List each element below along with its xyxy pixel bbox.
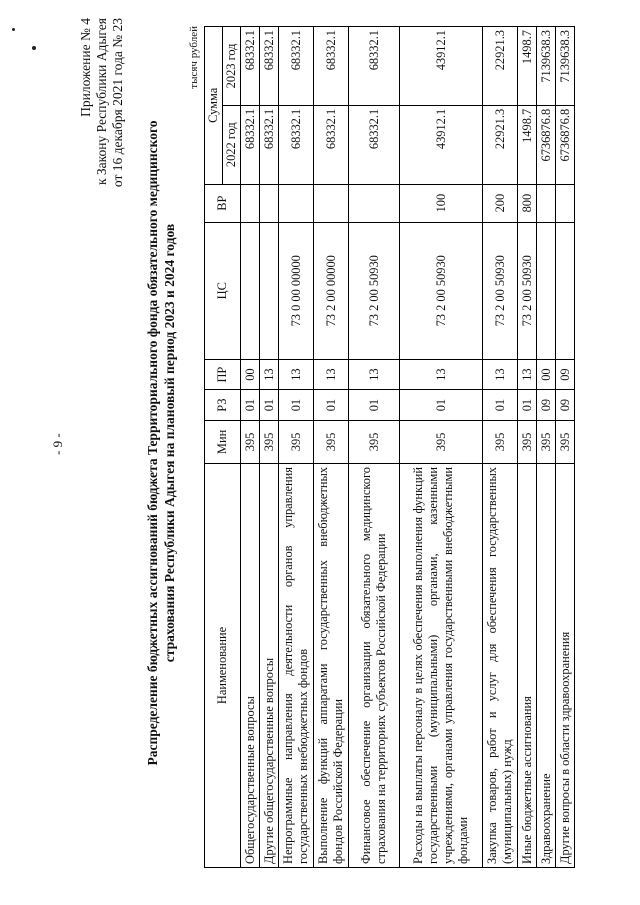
cell-rz: 01 [349,390,400,420]
cell-pr: 13 [349,359,400,389]
cell-2022: 68332.1 [314,105,349,184]
header-name: Наименование [205,464,241,868]
cell-vr [260,184,279,222]
header-year-2022: 2022 год [223,105,241,184]
cell-min: 395 [518,420,537,463]
title-line: страхования Республики Адыгея на плановый период 2023 и 2024 годов [162,223,177,663]
scan-speck [32,46,36,50]
title-line: Распределение бюджетных ассигнований бюджета Территориального фонда обязательного медицинского [145,120,160,766]
table-row [556,27,575,868]
cell-2022: 68332.1 [260,105,279,184]
table-row [314,27,349,868]
cell-min: 395 [556,420,575,463]
table-row [537,27,556,868]
cell-2023: 68332.1 [260,27,279,106]
header-pr: ПР [205,359,241,389]
cell-pr: 09 [556,359,575,389]
cell-2023: 43912.1 [400,27,483,106]
cell-vr [349,184,400,222]
cell-2022: 68332.1 [241,105,260,184]
cell-2022: 1498.7 [518,105,537,184]
cell-pr: 13 [279,359,314,389]
budget-table [204,26,575,868]
cell-2022: 6736876.8 [556,105,575,184]
cell-name: Другие вопросы в области здравоохранения [556,464,575,868]
cell-min: 395 [483,420,518,463]
cell-min: 395 [279,420,314,463]
cell-rz: 01 [279,390,314,420]
page-number: - 9 - [50,433,65,455]
cell-cs [537,222,556,359]
cell-min: 395 [349,420,400,463]
cell-rz: 01 [483,390,518,420]
cell-2022: 6736876.8 [537,105,556,184]
cell-name: Выполнение функций аппаратами государственных внебюджетных фондов Российской Федерации [314,464,349,868]
cell-min: 395 [260,420,279,463]
cell-name: Другие общегосударственные вопросы [260,464,279,868]
cell-cs [556,222,575,359]
cell-2023: 68332.1 [279,27,314,106]
cell-vr: 800 [518,184,537,222]
cell-cs: 73 2 00 50930 [483,222,518,359]
cell-cs: 73 0 00 00000 [279,222,314,359]
cell-min: 395 [537,420,556,463]
cell-2023: 68332.1 [349,27,400,106]
cell-cs [241,222,260,359]
cell-vr [279,184,314,222]
cell-2022: 68332.1 [349,105,400,184]
cell-rz: 01 [314,390,349,420]
cell-pr: 13 [314,359,349,389]
table-row [279,27,314,868]
cell-rz: 01 [400,390,483,420]
cell-min: 395 [314,420,349,463]
cell-2023: 7139638.3 [537,27,556,106]
cell-pr: 13 [518,359,537,389]
cell-min: 395 [241,420,260,463]
cell-2022: 43912.1 [400,105,483,184]
appendix-line: Приложение № 4 [78,18,93,117]
cell-2023: 68332.1 [241,27,260,106]
cell-rz: 01 [260,390,279,420]
cell-name: Непрограммные направления деятельности органов управления государственных внебюджетных фондов [279,464,314,868]
cell-cs: 73 2 00 00000 [314,222,349,359]
cell-2023: 22921.3 [483,27,518,106]
table-row [483,27,518,868]
cell-name: Финансовое обеспечение организации обязательного медицинского страхования на территориях субъектов Российской Федерации [349,464,400,868]
appendix-line: от 16 декабря 2021 года № 23 [110,18,125,188]
cell-vr: 200 [483,184,518,222]
cell-pr: 13 [483,359,518,389]
table-row [260,27,279,868]
cell-name: Иные бюджетные ассигнования [518,464,537,868]
units-label: тысяч рублей [188,26,200,89]
header-rz: РЗ [205,390,241,420]
cell-cs: 73 2 00 50930 [400,222,483,359]
cell-vr [314,184,349,222]
cell-rz: 09 [556,390,575,420]
cell-rz: 09 [537,390,556,420]
cell-vr [241,184,260,222]
table-row [349,27,400,868]
cell-name: Расходы на выплаты персоналу в целях обеспечения выполнения функций государственными (муниципальными) органами, казенными учреждениями, органами управления государственными внебюджетными фондами [400,464,483,868]
header-sum: Сумма [205,27,223,185]
header-cs: ЦС [205,222,241,359]
cell-rz: 01 [241,390,260,420]
cell-vr: 100 [400,184,483,222]
cell-name: Закупка товаров, работ и услуг для обеспечения государственных (муниципальных) нужд [483,464,518,868]
cell-2023: 68332.1 [314,27,349,106]
cell-min: 395 [400,420,483,463]
document-title [144,18,178,868]
cell-rz: 01 [518,390,537,420]
cell-pr: 13 [260,359,279,389]
cell-pr: 13 [400,359,483,389]
table-row [400,27,483,868]
cell-name: Общегосударственные вопросы [241,464,260,868]
appendix-line: к Закону Республики Адыгея [94,18,109,186]
scan-speck [12,28,15,31]
cell-cs: 73 2 00 50930 [518,222,537,359]
table-body [241,27,575,868]
document-sheet [70,18,590,868]
cell-pr: 00 [537,359,556,389]
cell-name: Здравоохранение [537,464,556,868]
cell-vr [537,184,556,222]
header-min: Мин [205,420,241,463]
cell-2022: 22921.3 [483,105,518,184]
header-vr: ВР [205,184,241,222]
cell-vr [556,184,575,222]
appendix-header [78,18,126,308]
cell-cs: 73 2 00 50930 [349,222,400,359]
cell-cs [260,222,279,359]
table-row [518,27,537,868]
table-row [241,27,260,868]
cell-pr: 00 [241,359,260,389]
cell-2023: 7139638.3 [556,27,575,106]
cell-2023: 1498.7 [518,27,537,106]
header-year-2023: 2023 год [223,27,241,106]
cell-2022: 68332.1 [279,105,314,184]
